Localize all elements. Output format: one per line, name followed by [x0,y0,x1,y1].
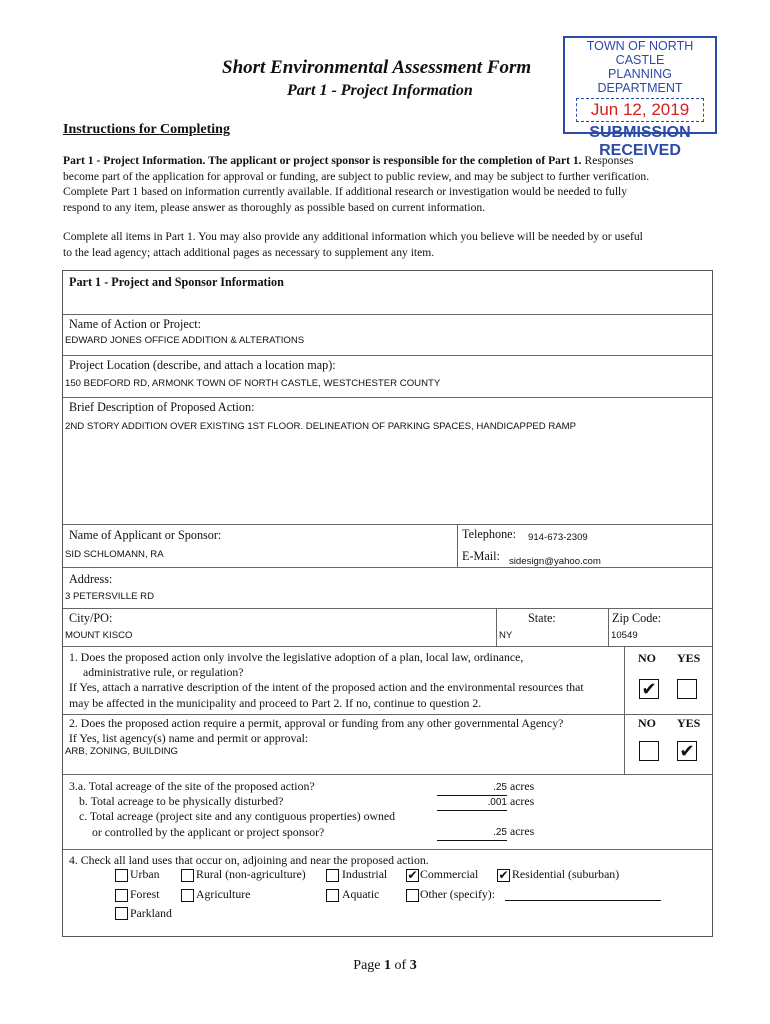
intro-text: become part of the application for approval or funding, are subject to public review, and may be subject to further verification. [63,169,650,183]
email-field[interactable]: sidesign@yahoo.com [509,556,601,567]
acreage-site-field[interactable]: .25 [437,780,507,796]
intro-text: to the lead agency; attach additional pages as necessary to supplement any item. [63,245,435,259]
commercial-checkbox[interactable]: ✔ [407,868,418,882]
residential-checkbox[interactable]: ✔ [498,868,509,882]
form-subtitle: Part 1 - Project Information [287,82,473,99]
question-3b-text: b. Total acreage to be physically disturbed? [79,794,284,809]
urban-checkbox[interactable] [115,869,128,882]
parkland-label: Parkland [130,906,172,920]
section-title: Part 1 - Project and Sponsor Information [69,275,284,289]
question-1 [69,650,584,711]
question-1-text: If Yes, attach a narrative description of the intent of the proposed action and the environmental resources that [69,680,584,695]
intro-paragraph-1 [63,153,713,215]
other-label: Other (specify): [420,887,496,901]
page-prefix: Page [353,958,385,973]
form-title: Short Environmental Assessment Form [222,57,532,78]
stamp-submission: SUBMISSION [589,124,691,141]
action-field[interactable]: EDWARD JONES OFFICE ADDITION & ALTERATIONS [65,335,305,346]
intro-bold: Part 1 - Project Information. The applicant or project sponsor is responsible for the completion of Part 1. [63,154,582,167]
city-field[interactable]: MOUNT KISCO [65,630,133,641]
applicant-label: Name of Applicant or Sponsor: [69,528,222,542]
applicant-field[interactable]: SID SCHLOMANN, RA [65,549,164,560]
question-2 [69,716,563,746]
question-3a-text: 3.a. Total acreage of the site of the proposed action? [69,779,315,793]
project-sponsor-form [62,270,713,937]
parkland-checkbox[interactable] [115,907,128,920]
state-field[interactable]: NY [499,630,513,641]
rural-checkbox[interactable] [181,869,194,882]
industrial-label: Industrial [342,867,388,881]
q2-no-checkbox[interactable] [639,741,659,761]
agriculture-label: Agriculture [196,887,251,901]
stamp-department: PLANNING DEPARTMENT [597,67,683,95]
residential-label: Residential (suburban) [512,867,620,881]
urban-label: Urban [130,867,160,881]
industrial-checkbox[interactable] [326,869,339,882]
intro-paragraph-2 [63,229,713,260]
acreage-disturbed-field[interactable]: .001 [437,795,507,811]
acreage-owned [437,824,534,841]
question-3c-text: or controlled by the applicant or project sponsor? [92,824,325,839]
description-label: Brief Description of Proposed Action: [69,400,255,414]
action-label: Name of Action or Project: [69,317,201,331]
forest-checkbox[interactable] [115,889,128,902]
instructions-heading: Instructions for Completing [63,122,230,137]
question-3c-text: c. Total acreage (project site and any contiguous properties) owned [79,809,396,824]
received-stamp [563,36,717,159]
q1-yes-label: YES [677,651,701,665]
city-label: City/PO: [69,611,113,625]
question-1-text: 1. Does the proposed action only involve the legislative adoption of a plan, local law, ordinance, [69,650,524,664]
other-specify-field[interactable] [505,900,661,901]
q1-no-label: NO [638,651,656,665]
stamp-date: Jun 12, 2019 [576,98,704,122]
location-label: Project Location (describe, and attach a location map): [69,358,336,372]
description-field[interactable]: 2ND STORY ADDITION OVER EXISTING 1ST FLOOR. DELINEATION OF PARKING SPACES, HANDICAPPED RAMP [65,421,577,432]
location-field[interactable]: 150 BEDFORD RD, ARMONK TOWN OF NORTH CASTLE, WESTCHESTER COUNTY [65,378,441,389]
address-label: Address: [69,572,113,586]
commercial-label: Commercial [420,867,479,881]
page-of: of [391,958,410,973]
intro-text: Responses [581,154,634,167]
page-current: 1 [384,958,392,973]
question-2-text: If Yes, list agency(s) name and permit or approval: [69,731,309,746]
q1-no-checkbox[interactable]: ✔ [639,679,659,699]
acreage-unit: acres [509,794,535,808]
email-label: E-Mail: [462,549,500,563]
q1-yes-checkbox[interactable] [677,679,697,699]
acreage-unit: acres [509,779,535,793]
rural-label: Rural (non-agriculture) [196,867,306,881]
intro-text: respond to any item, please answer as thoroughly as possible based on current information. [63,200,486,214]
telephone-label: Telephone: [462,527,516,541]
agriculture-checkbox[interactable] [181,889,194,902]
question-4-text: 4. Check all land uses that occur on, adjoining and near the proposed action. [69,853,429,867]
state-label: State: [528,611,556,625]
page-number [0,958,770,974]
q2-yes-checkbox[interactable]: ✔ [677,741,697,761]
address-field[interactable]: 3 PETERSVILLE RD [65,591,155,602]
other-checkbox[interactable] [406,889,419,902]
q2-yes-label: YES [677,716,701,730]
stamp-received: RECEIVED [599,142,681,159]
forest-label: Forest [130,887,160,901]
aquatic-checkbox[interactable] [326,889,339,902]
q2-no-label: NO [638,716,656,730]
stamp-town: TOWN OF NORTH CASTLE [586,39,694,67]
aquatic-label: Aquatic [342,887,380,901]
acreage-owned-field[interactable]: .25 [437,825,507,841]
question-1-text: may be affected in the municipality and proceed to Part 2. If no, continue to question 2. [69,695,482,710]
question-2-text: 2. Does the proposed action require a permit, approval or funding from any other governmental Agency? [69,716,564,730]
zip-label: Zip Code: [612,611,662,625]
question-3 [69,779,395,840]
zip-field[interactable]: 10549 [611,630,638,641]
telephone-field[interactable]: 914-673-2309 [528,532,588,543]
question-1-text: administrative rule, or regulation? [83,665,244,680]
intro-text: Complete Part 1 based on information currently available. If additional research or investigation would be needed to fully [63,185,628,199]
intro-text: Complete all items in Part 1. You may also provide any additional information which you believe will be needed by or useful [63,230,643,243]
acreage-unit: acres [509,824,535,838]
page-total: 3 [409,958,417,973]
acreage-disturbed [437,794,534,811]
agency-field[interactable]: ARB, ZONING, BUILDING [65,746,179,757]
